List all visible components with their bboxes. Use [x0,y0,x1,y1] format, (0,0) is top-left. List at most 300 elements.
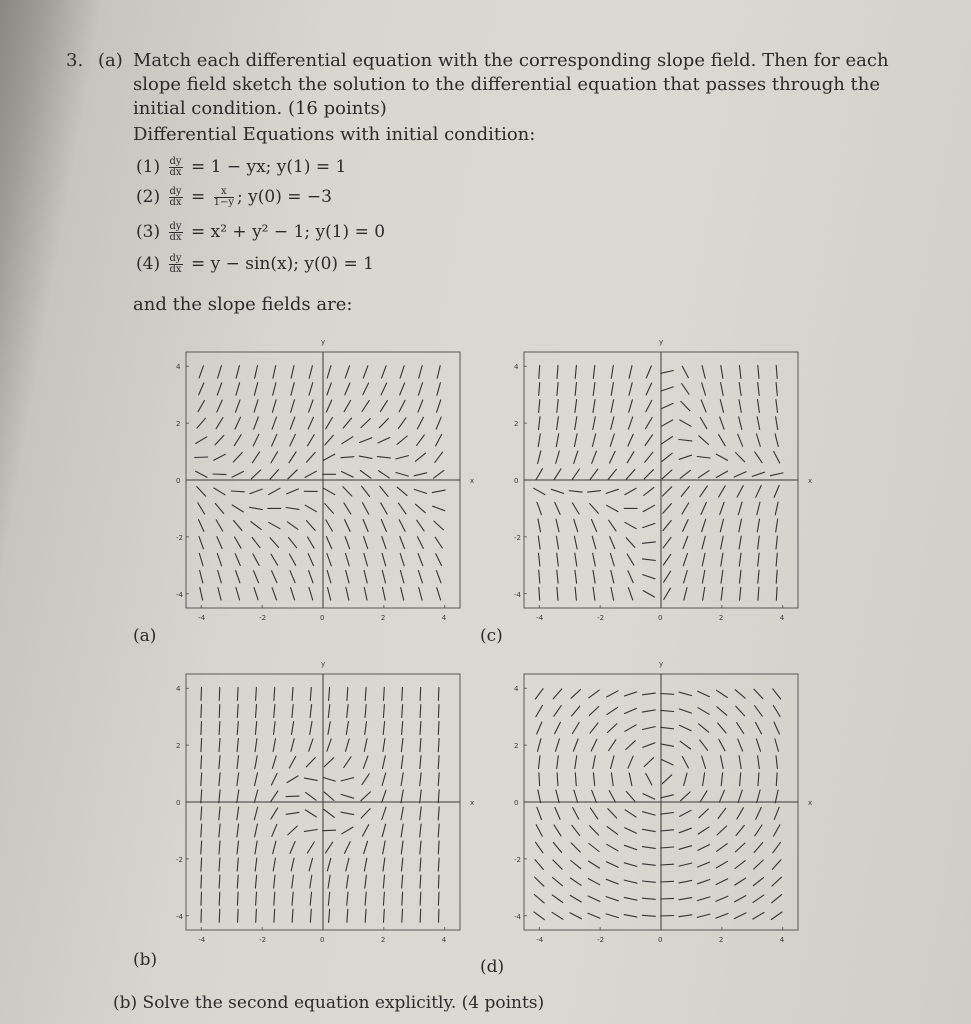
slope-segment [271,808,278,819]
slope-segment [253,554,259,566]
slope-segment [627,452,634,463]
slope-segment [435,537,442,548]
y-tick-label: 0 [514,477,519,485]
slope-segment [539,553,540,566]
slope-segment [556,434,558,447]
slope-segment [701,400,706,412]
slope-segment [310,705,312,718]
slope-segment [698,845,710,851]
slope-segment [557,417,559,430]
slope-segment [611,587,614,600]
slope-segment [702,756,706,768]
slope-segment [290,571,295,583]
slope-segment [274,892,275,905]
slope-field-c [506,334,813,624]
slope-segment [721,553,723,566]
slope-segment [383,705,384,718]
slope-segment [197,418,206,428]
slope-segment [399,400,405,412]
slope-segment [642,693,655,695]
slope-segment [646,418,653,429]
slope-segment [201,892,202,905]
slope-segment [700,418,707,429]
x-tick-label: -2 [259,614,267,622]
slope-segment [538,739,541,752]
slope-segment [309,400,313,412]
slope-segment [661,403,673,408]
slope-segment [288,826,298,835]
slope-segment [642,915,655,916]
slope-segment [662,437,673,444]
slope-segment [680,810,692,816]
slope-segment [308,417,313,429]
slope-segment [679,880,692,883]
slope-segment [235,417,241,429]
slope-segment [739,383,741,396]
slope-segment [661,881,674,882]
slope-segment [643,591,654,597]
slope-segment [289,538,297,548]
slope-segment [401,588,404,601]
slope-segment [255,722,256,735]
slope-segment [254,400,258,412]
slope-segment [610,434,614,446]
slope-segment [365,705,366,718]
x-tick-label: 4 [779,614,785,622]
slope-segment [237,756,239,769]
slope-segment [235,537,242,548]
slope-segment [720,417,724,429]
slope-segment [201,858,202,871]
slope-segment [539,756,540,769]
slope-segment [738,434,743,446]
slope-segment [235,554,240,566]
slope-segment [575,553,577,566]
slope-segment [291,588,295,600]
slope-segment [379,419,388,428]
slope-segment [341,794,354,798]
slope-segment [758,553,759,566]
slope-segment [575,383,576,396]
slope-segment [383,858,385,871]
slope-segment [557,773,558,786]
slope-segment [256,705,257,718]
slope-segment [735,861,745,869]
slope-segment [646,366,651,378]
y-tick-label: 0 [176,799,181,807]
x-tick-label: 0 [658,614,663,622]
equation-4 [136,253,374,275]
slope-segment [703,773,705,786]
slope-segment [642,864,655,866]
slope-segment [736,825,744,835]
slope-segment [679,709,691,713]
x-tick-label: 0 [658,936,663,944]
slope-segment [436,571,441,583]
slope-segment [342,827,353,834]
slope-segment [377,457,390,458]
y-tick-label: 2 [176,742,181,751]
slope-segment [734,913,746,919]
slope-segment [717,826,727,835]
slope-segment [701,503,706,515]
slope-segment [255,841,257,854]
slope-segment [588,913,600,918]
slope-segment [382,366,387,378]
slope-segment [272,588,276,600]
slope-segment [401,841,403,854]
y-tick-label: 2 [514,742,519,751]
slope-segment [699,436,709,445]
slope-segment [398,418,406,429]
y-tick-label: -4 [514,912,521,921]
slope-segment [539,417,541,430]
slope-segment [776,587,777,600]
slope-segment [328,892,329,905]
slope-segment [758,587,759,600]
slope-segment [418,400,423,412]
slope-segment [438,773,439,786]
slope-segment [256,892,257,905]
slope-segment [663,487,672,496]
slope-segment [327,383,331,395]
slope-segment [402,909,403,922]
slope-segment [625,725,636,732]
slope-segment [274,722,276,735]
slope-segment [286,796,299,797]
slope-segment [251,522,261,530]
slope-segment [216,418,223,429]
slope-segment [721,536,724,549]
slope-segment [646,774,652,786]
x-tick-label: 4 [441,614,447,622]
slope-segment [740,587,741,600]
slope-segment [661,727,674,729]
slope-segment [607,691,618,697]
slope-segment [610,553,614,566]
slope-segment [721,773,722,786]
slope-segment [611,383,613,396]
x-tick-label: -4 [198,614,206,622]
slope-segment [606,897,618,901]
slope-segment [420,790,422,803]
slope-segment [344,757,351,768]
slope-segment [643,794,655,800]
slope-segment [607,844,618,851]
slope-segment [661,813,674,815]
slope-segment [200,570,203,583]
slope-segment [346,858,349,871]
y-tick-label: -2 [514,855,521,864]
slope-segment [254,807,257,820]
slope-segment [571,690,581,699]
slope-segment [274,705,275,718]
slope-segment [590,826,599,835]
slope-segment [288,470,297,479]
slope-segment [679,692,692,695]
slope-segment [681,401,690,410]
slope-segment [592,536,596,549]
slope-segment [680,741,691,749]
slope-segment [402,687,403,700]
slope-segment [757,519,759,532]
slope-segment [326,842,333,853]
slope-segment [328,875,330,888]
slope-segment [716,454,727,460]
slope-segment [608,809,617,819]
slope-segment [201,875,202,888]
slope-segment [661,898,674,899]
y-tick-label: 4 [176,685,181,694]
slope-segment [553,843,561,853]
slope-segment [739,536,741,549]
slope-segment [219,875,220,888]
slope-segment [365,892,366,905]
slope-segment [305,505,316,512]
equation-number: (4) [136,254,161,274]
slope-segment [775,790,778,803]
slope-segment [252,537,260,547]
slope-segment [661,847,674,848]
slope-field-a [168,334,475,624]
slope-segment [684,588,687,601]
slope-segment [255,366,258,379]
slope-segment [661,694,674,695]
slope-segment [434,521,444,530]
slope-segment [328,705,330,718]
slope-segment [396,456,409,459]
slope-segment [401,790,403,803]
slope-segment [401,773,403,786]
slope-segment [773,842,781,853]
slope-segment [195,457,208,458]
slope-segment [756,486,762,498]
slope-segment [661,795,674,798]
part-b-question: (b) Solve the second equation explicitly. (4 points) [113,993,545,1013]
slope-segment [272,434,277,446]
slope-segment [255,875,256,888]
slope-segment [420,722,421,735]
slope-segment [418,571,422,583]
slope-segment [292,875,294,888]
slope-segment [661,830,674,831]
slope-segment [219,705,220,718]
slope-segment [593,570,595,583]
slope-segment [435,452,443,462]
slope-segment [304,778,317,780]
slope-segment [323,777,335,781]
slope-segment [400,537,405,549]
slope-segment [698,708,709,715]
slope-segment [697,897,710,901]
slope-segment [682,384,689,395]
slope-segment [757,790,760,803]
slope-segment [557,587,558,600]
equations-heading: Differential Equations with initial condition: [133,124,536,145]
slope-segment [309,739,313,751]
slope-segment [772,860,781,870]
slope-segment [537,807,542,819]
slope-segment [237,773,239,786]
slope-segment [628,417,632,429]
slope-segment [287,489,299,494]
slope-segment [776,570,777,583]
slope-segment [629,400,633,413]
derivative: $\frac{dy}{dx}$ [169,221,182,243]
slope-segment [292,687,293,700]
slope-segment [574,434,577,447]
slope-segment [436,554,442,566]
slope-segment [535,689,543,699]
slope-segment [684,571,688,584]
slope-segment [345,537,350,549]
slope-segment [196,437,207,444]
slope-segment [735,690,745,699]
slope-segment [323,830,336,831]
slope-segment [774,807,779,819]
slope-segment [290,417,295,429]
slope-segment [254,588,258,600]
slope-segment [682,503,689,514]
slope-segment [219,824,220,837]
slope-segment [345,842,351,854]
slope-segment [755,722,761,734]
slope-segment [364,553,368,566]
slope-segment [272,400,276,413]
slope-segment [575,417,577,430]
plot-label-a: (a) [133,626,157,646]
slope-segment [309,571,313,583]
slope-segment [344,503,351,514]
slope-segment [236,383,240,395]
slope-segment [611,366,613,379]
slope-segment [611,400,614,413]
slope-segment [538,434,540,447]
slope-segment [574,536,577,549]
slope-segment [200,587,203,600]
slope-segment [417,417,423,429]
slope-segment [237,807,239,820]
slope-segment [643,575,655,579]
slope-segment [606,914,618,918]
slope-segment [382,536,386,548]
slope-segment [400,554,404,566]
slope-segment [606,862,618,868]
slope-segment [218,588,221,601]
slope-segment [438,807,439,820]
slope-segment [238,909,239,922]
slope-segment [362,486,370,496]
slope-segment [360,438,372,443]
slope-segment [273,858,275,871]
slope-segment [593,587,595,600]
x-tick-label: -4 [536,614,544,622]
slope-segment [219,687,220,700]
slope-segment [289,757,295,768]
slope-segment [290,842,295,854]
slope-segment [274,909,275,922]
slope-segment [219,773,220,786]
slope-segment [642,847,655,849]
slope-segment [328,588,331,601]
slope-segment [437,383,441,396]
slope-segment [270,470,279,480]
slope-segment [556,790,559,803]
slope-segment [552,895,563,903]
slope-segment [572,469,579,480]
slope-segment [325,504,334,514]
slope-segment [400,383,405,395]
slope-segment [661,371,674,374]
slope-segment [364,587,367,600]
slope-segment [310,909,311,922]
slope-segment [381,383,387,395]
slope-segment [383,587,386,600]
slope-segment [250,507,263,509]
slope-segment [776,383,777,396]
slope-segment [553,860,562,869]
slope-segment [217,554,221,566]
slope-segment [213,474,226,475]
slope-segment [218,366,222,378]
slope-segment [773,689,781,699]
slope-segment [219,858,220,871]
slope-segment [218,571,222,583]
slope-segment [755,825,762,836]
slope-segment [557,383,558,396]
slope-segment [401,739,403,752]
slope-segment [383,722,384,735]
y-tick-label: 4 [176,363,181,372]
slope-segment [682,366,688,378]
slope-segment [341,778,354,781]
slope-segment [607,707,618,714]
slope-segment [379,471,390,478]
slope-segment [401,756,403,769]
slope-segment [201,687,202,700]
slope-segment [402,858,403,871]
slope-segment [289,554,295,565]
slope-segment [383,756,386,769]
slope-segment [697,914,710,917]
slope-segment [233,453,242,463]
slope-segment [774,825,780,836]
slope-fields-intro: and the slope fields are: [133,294,353,315]
slope-segment [683,537,688,549]
slope-segment [611,570,614,583]
y-axis-name: y [321,338,326,346]
slope-segment [606,879,618,884]
slope-segment [402,705,403,718]
slope-segment [642,881,655,882]
intro-line-2: slope field sketch the solution to the differential equation that passes through the [133,74,881,95]
slope-segment [346,570,349,583]
equation-rhs: ; y(0) = −3 [237,187,332,207]
x-tick-label: 4 [779,936,785,944]
slope-segment [534,488,545,494]
slope-segment [776,519,778,532]
slope-segment [345,366,349,378]
slope-segment [588,896,600,902]
slope-segment [327,554,331,566]
slope-segment [593,553,596,566]
slope-segment [680,725,692,731]
slope-segment [363,756,368,768]
slope-segment [292,892,293,905]
y-tick-label: -2 [176,855,183,864]
slope-segment [593,400,595,413]
slope-segment [753,895,764,902]
